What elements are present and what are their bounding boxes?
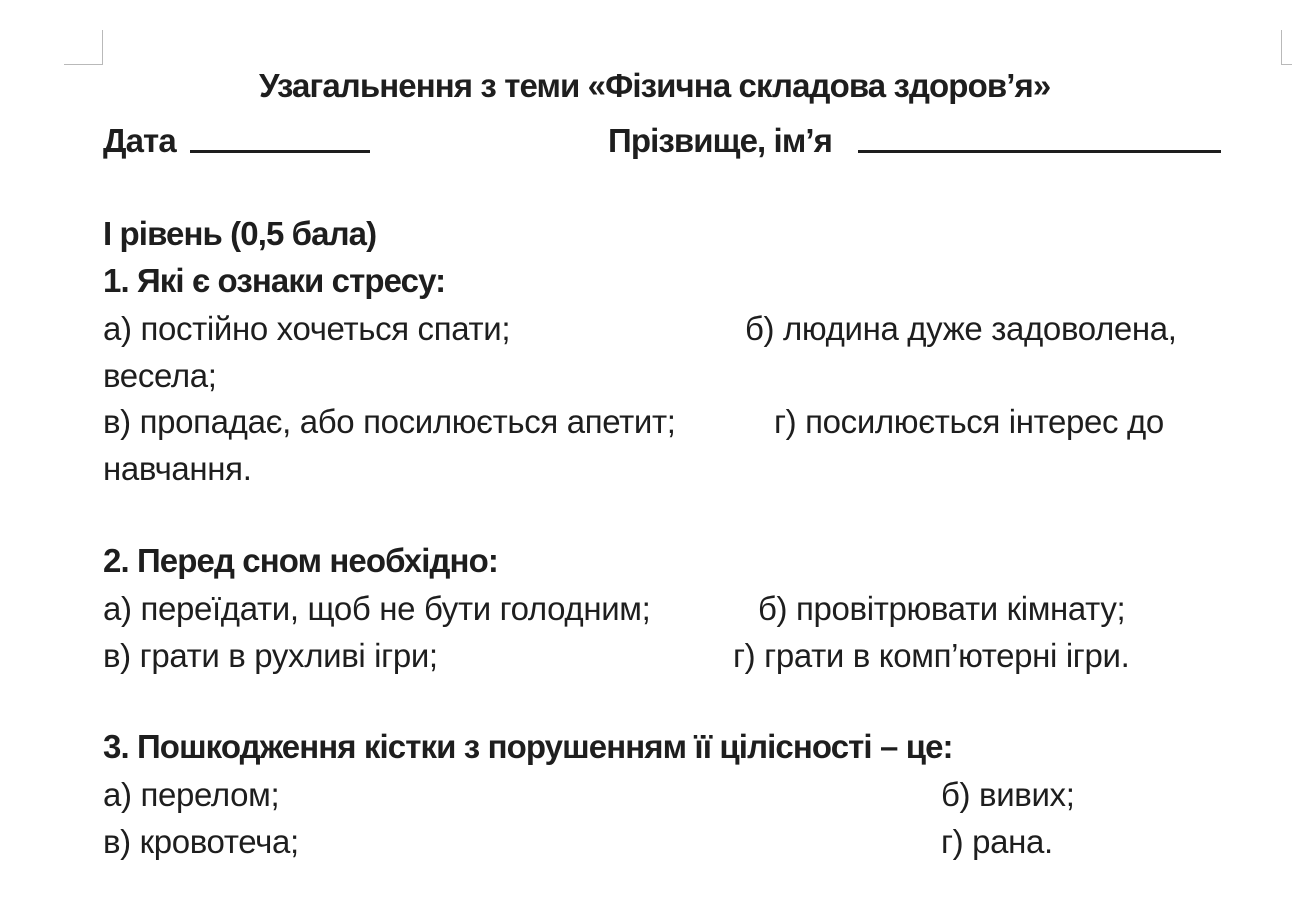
- q1-option-a: а) постійно хочеться спати;: [103, 310, 511, 347]
- q2-option-b: б) провітрювати кімнату;: [758, 590, 1126, 627]
- q2-option-d: г) грати в комп’ютерні ігри.: [733, 637, 1130, 674]
- question-3: 3. Пошкодження кістки з порушенням її цілісності – це:: [103, 728, 953, 765]
- q1-option-b-continued: весела;: [103, 357, 217, 394]
- q2-option-a: а) переїдати, щоб не бути голодним;: [103, 590, 651, 627]
- name-label: Прізвище, ім’я: [608, 122, 832, 159]
- q3-option-b: б) вивих;: [941, 776, 1075, 813]
- date-blank-line: [190, 150, 370, 153]
- date-label: Дата: [103, 122, 176, 159]
- name-blank-line: [858, 150, 1221, 153]
- q1-option-d: г) посилюється інтерес до: [774, 403, 1164, 440]
- q2-option-c: в) грати в рухливі ігри;: [103, 637, 438, 674]
- q3-option-d: г) рана.: [941, 823, 1053, 860]
- page-corner-mark-left: [64, 30, 103, 65]
- document-title: Узагальнення з теми «Фізична складова здоров’я»: [259, 67, 1051, 104]
- q1-option-c: в) пропадає, або посилюється апетит;: [103, 403, 676, 440]
- q1-option-b: б) людина дуже задоволена,: [745, 310, 1177, 347]
- page-corner-mark-right: [1281, 30, 1292, 65]
- level-heading: І рівень (0,5 бала): [103, 215, 377, 252]
- q3-option-c: в) кровотеча;: [103, 823, 299, 860]
- question-2: 2. Перед сном необхідно:: [103, 542, 498, 579]
- q1-option-d-continued: навчання.: [103, 450, 252, 487]
- question-1: 1. Які є ознаки стресу:: [103, 262, 446, 299]
- q3-option-a: а) перелом;: [103, 776, 280, 813]
